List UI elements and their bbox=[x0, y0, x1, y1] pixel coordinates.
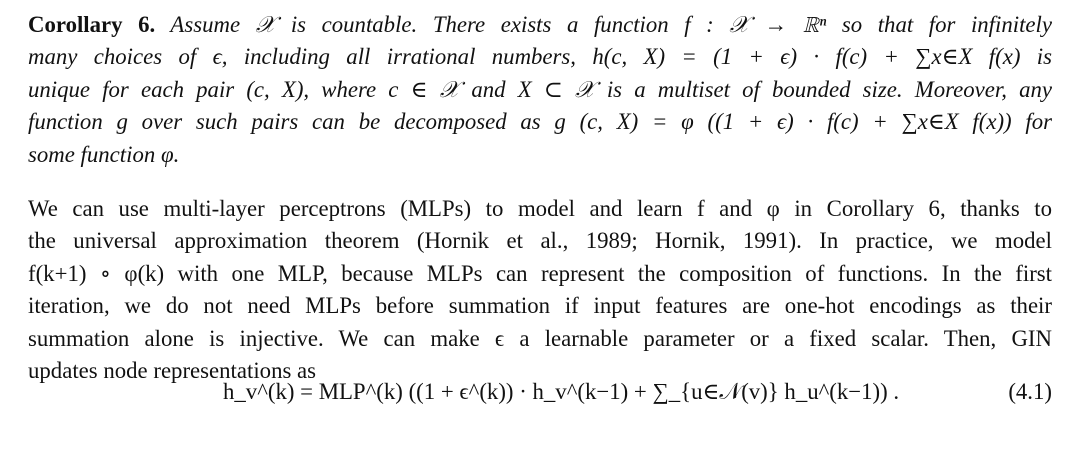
equation-4-1 bbox=[28, 364, 1052, 436]
corollary-heading: Corollary 6. bbox=[28, 12, 156, 37]
equation-label: (4.1) bbox=[1008, 379, 1052, 404]
corollary-block bbox=[28, 9, 1052, 171]
corollary-line-4: function g over such pairs can be decomposed as g (c, X) = φ ((1 + ϵ) · f(c) + ∑x∈X f(x)) for bbox=[28, 109, 1052, 135]
corollary-line-5: some function φ. bbox=[28, 141, 180, 167]
body-line-6: updates node representations as bbox=[28, 357, 317, 383]
body-line-5: summation alone is injective. We can make ϵ a learnable parameter or a fixed scalar. Then, GIN bbox=[28, 325, 1052, 351]
page bbox=[28, 9, 1052, 387]
body-line-1: We can use multi-layer perceptrons (MLPs) to model and learn f and φ in Corollary 6, thanks to bbox=[28, 195, 1052, 221]
corollary-line-1 bbox=[28, 9, 1052, 41]
corollary-line-2: many choices of ϵ, including all irrational numbers, h(c, X) = (1 + ϵ) · f(c) + ∑x∈X f(x) is bbox=[28, 44, 1052, 70]
corollary-line-1-text: Assume 𝒳 is countable. There exists a function f : 𝒳 → ℝⁿ so that for infinitely bbox=[170, 12, 1052, 37]
equation-body: h_v^(k) = MLP^(k) ((1 + ϵ^(k)) · h_v^(k−1) + ∑_{u∈𝒩(v)} h_u^(k−1)) . bbox=[223, 379, 900, 404]
body-line-3: f(k+1) ∘ φ(k) with one MLP, because MLPs can represent the composition of functions. In the first bbox=[28, 260, 1052, 286]
body-paragraph bbox=[28, 193, 1052, 387]
body-line-2: the universal approximation theorem (Hornik et al., 1989; Hornik, 1991). In practice, we model bbox=[28, 228, 1052, 254]
body-line-4: iteration, we do not need MLPs before summation if input features are one-hot encodings as their bbox=[28, 293, 1052, 319]
corollary-line-3: unique for each pair (c, X), where c ∈ 𝒳 and X ⊂ 𝒳 is a multiset of bounded size. Moreover, any bbox=[28, 76, 1052, 102]
